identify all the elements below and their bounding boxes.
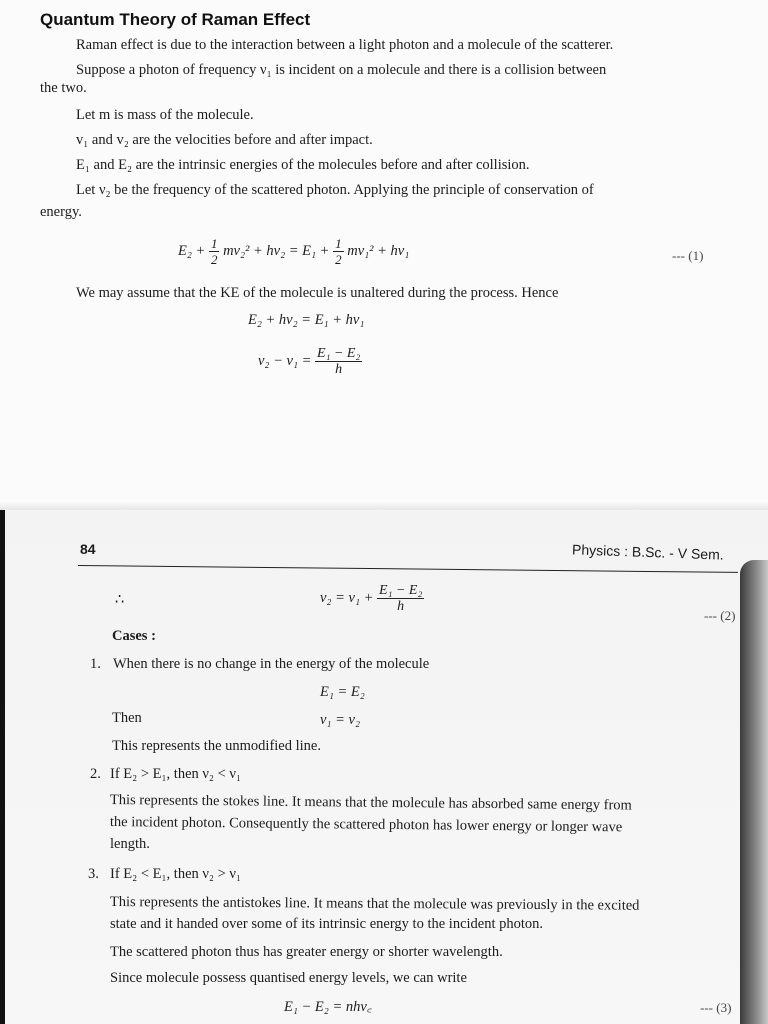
eq1-mid-2: mv₁² + hν₁ [343,242,410,259]
paragraph-3-line-1: Let ν₂ be the frequency of the scattered photon. Applying the principle of conservation of [76,182,594,198]
paragraph-3-line-2: energy. [40,204,82,220]
equation-a: E₂ + hν₂ = E₁ + hν₁ [248,312,365,328]
mass-definition: Let m is mass of the molecule. [76,107,254,123]
equation-1-label: --- (1) [672,248,704,263]
case-2-condition: If E₂ > E₁, then ν₂ < ν₁ [110,766,242,782]
eq2-numerator: E₁ − E₂ [379,583,423,598]
equation-b [258,346,362,377]
page-number: 84 [80,541,96,557]
case-1-then: Then [112,710,142,726]
equation-2 [320,583,424,614]
half-fraction-2 [333,236,344,267]
paragraph-2-line-2: the two. [40,80,87,96]
case-1-text: When there is no change in the energy of the molecule [113,656,430,672]
page-edge [0,500,768,510]
book-binding-shadow [740,560,768,1024]
case-2-line-1: This represents the stokes line. It means that the molecule has absorbed same energy from [109,792,632,814]
equation-2-label: --- (2) [704,608,736,623]
half-denominator: 2 [210,252,218,267]
case-1-equation-2: ν₁ = ν₂ [320,712,360,728]
eq-b-left: ν₂ − ν₁ = [258,352,312,369]
eq1-mid-1: mv₂² + hν₂ = E₁ + [219,242,334,259]
eq1-left: E₂ + [178,242,209,259]
case-1-number: 1. [90,656,101,672]
case-3-condition: If E₂ < E₁, then ν₂ > ν₁ [110,866,242,882]
case-1-equation-1: E₁ = E₂ [320,684,365,700]
cases-heading: Cases : [112,628,156,644]
case-3-line-2: state and it handed over some of its intrinsic energy to the incident photon. [110,916,544,932]
half-numerator: 1 [210,236,218,251]
velocity-definition: v₁ and v₂ are the velocities before and after impact. [76,132,373,148]
left-shadow [0,510,5,1024]
running-head: Physics : B.Sc. - V Sem. [571,541,724,563]
case-2-line-3: length. [110,836,150,852]
equation-3-label: --- (3) [700,1000,732,1015]
case-1-result: This represents the unmodified line. [112,738,321,754]
assumption-text: We may assume that the KE of the molecule is unaltered during the process. Hence [76,285,559,301]
paragraph-1: Raman effect is due to the interaction between a light photon and a molecule of the scatterer. [76,37,614,53]
paragraph-2-line-1: Suppose a photon of frequency ν₁ is incident on a molecule and there is a collision between [76,62,607,78]
energy-definition: E₁ and E₂ are the intrinsic energies of the molecules before and after collision. [76,157,530,173]
eq2-fraction [377,583,424,614]
therefore-symbol: ∴ [115,592,125,608]
half-denominator: 2 [335,252,342,267]
half-fraction-1 [209,236,220,267]
equation-3: E₁ − E₂ = nhν꜀ [284,999,372,1015]
eq-b-fraction [315,346,362,377]
eq-b-denominator: h [335,362,343,377]
top-page [0,0,768,500]
case-3-number: 3. [88,866,99,882]
case-2-line-2: the incident photon. Consequently the scattered photon has lower energy or longer wave [109,814,623,836]
case-3-line-1: This represents the antistokes line. It means that the molecule was previously in the excited [109,894,640,914]
eq-b-numerator: E₁ − E₂ [317,346,361,361]
eq2-left: ν₂ = ν₁ + [320,589,374,606]
eq2-denominator: h [397,599,405,614]
case-3-line-3: The scattered photon thus has greater energy or shorter wavelength. [110,944,503,960]
case-3-line-4: Since molecule possess quantised energy levels, we can write [110,970,467,986]
case-2-number: 2. [90,766,101,782]
equation-1 [178,236,409,267]
section-title: Quantum Theory of Raman Effect [40,10,311,29]
half-numerator: 1 [335,236,342,251]
